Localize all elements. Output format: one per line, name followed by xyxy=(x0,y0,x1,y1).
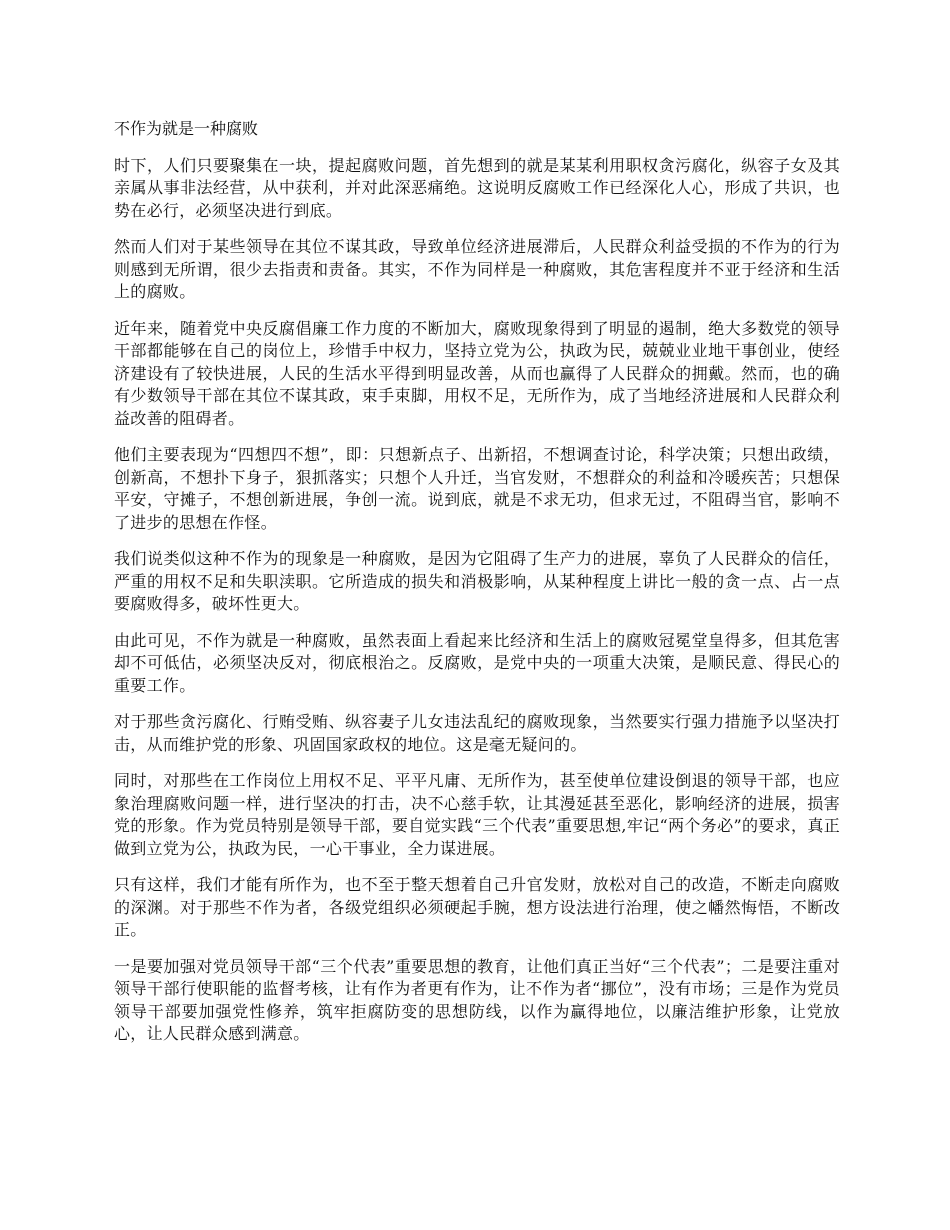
paragraph-9: 只有这样，我们才能有所作为，也不至于整天想着自己升官发财，放松对自己的改造，不断走向腐败的深渊。对于那些不作为者，各级党组织必须硬起手腕，想方设法进行治理，使之幡然悔悟，不断改正。 xyxy=(114,875,840,939)
paragraph-10: 一是要加强对党员领导干部“三个代表”重要思想的教育，让他们真正当好“三个代表”；二是要注重对领导干部行使职能的监督考核，让有作为者更有作为，让不作为者“挪位”，没有市场；三是作为党员领导干部要加强党性修养，筑牢拒腐防变的思想防线，以作为赢得地位，以廉洁维护形象，让党放心，让人民群众感到满意。 xyxy=(114,956,840,1043)
paragraph-6: 由此可见，不作为就是一种腐败，虽然表面上看起来比经济和生活上的腐败冠冕堂皇得多，但其危害却不可低估，必须坚决反对，彻底根治之。反腐败，是党中央的一项重大决策，是顺民意、得民心的重要工作。 xyxy=(114,630,840,695)
paragraph-7: 对于那些贪污腐化、行贿受贿、纵容妻子儿女违法乱纪的腐败现象，当然要实行强力措施予以坚决打击，从而维护党的形象、巩固国家政权的地位。这是毫无疑问的。 xyxy=(114,712,840,754)
paragraph-2: 然而人们对于某些领导在其位不谋其政，导致单位经济进展滞后，人民群众利益受损的不作为的行为则感到无所谓，很少去指责和责备。其实，不作为同样是一种腐败，其危害程度并不亚于经济和生活上的腐败。 xyxy=(114,237,840,301)
document-page xyxy=(114,118,840,1060)
paragraph-1: 时下，人们只要聚集在一块，提起腐败问题，首先想到的就是某某利用职权贪污腐化，纵容子女及其亲属从事非法经营，从中获利，并对此深恶痛绝。这说明反腐败工作已经深化人心，形成了共识，也势在必行，必须坚决进行到底。 xyxy=(114,155,840,220)
paragraph-5: 我们说类似这种不作为的现象是一种腐败，是因为它阻碍了生产力的进展，辜负了人民群众的信任，严重的用权不足和失职渎职。它所造成的损失和消极影响，从某种程度上讲比一般的贪一点、占一点要腐败得多，破坏性更大。 xyxy=(114,549,840,613)
paragraph-4: 他们主要表现为“四想四不想”，即：只想新点子、出新招，不想调查讨论，科学决策；只想出政绩，创新高，不想扑下身子，狠抓落实；只想个人升迁，当官发财，不想群众的利益和冷暖疾苦；只想保平安，守摊子，不想创新进展，争创一流。说到底，就是不求无功，但求无过，不阻碍当官，影响不了进步的思想在作怪。 xyxy=(114,445,840,532)
paragraph-3: 近年来，随着党中央反腐倡廉工作力度的不断加大，腐败现象得到了明显的遏制，绝大多数党的领导干部都能够在自己的岗位上，珍惜手中权力，坚持立党为公，执政为民，兢兢业业地干事创业，使经济建设有了较快进展，人民的生活水平得到明显改善，从而也赢得了人民群众的拥戴。然而，也的确有少数领导干部在其位不谋其政，束手束脚，用权不足，无所作为，成了当地经济进展和人民群众利益改善的阻碍者。 xyxy=(114,318,840,428)
paragraph-8: 同时，对那些在工作岗位上用权不足、平平凡庸、无所作为，甚至使单位建设倒退的领导干部，也应象治理腐败问题一样，进行坚决的打击，决不心慈手软，让其漫延甚至恶化，影响经济的进展，损害党的形象。作为党员特别是领导干部，要自觉实践“三个代表”重要思想,牢记“两个务必”的要求，真正做到立党为公，执政为民，一心干事业，全力谋进展。 xyxy=(114,771,840,858)
document-title: 不作为就是一种腐败 xyxy=(114,119,259,138)
